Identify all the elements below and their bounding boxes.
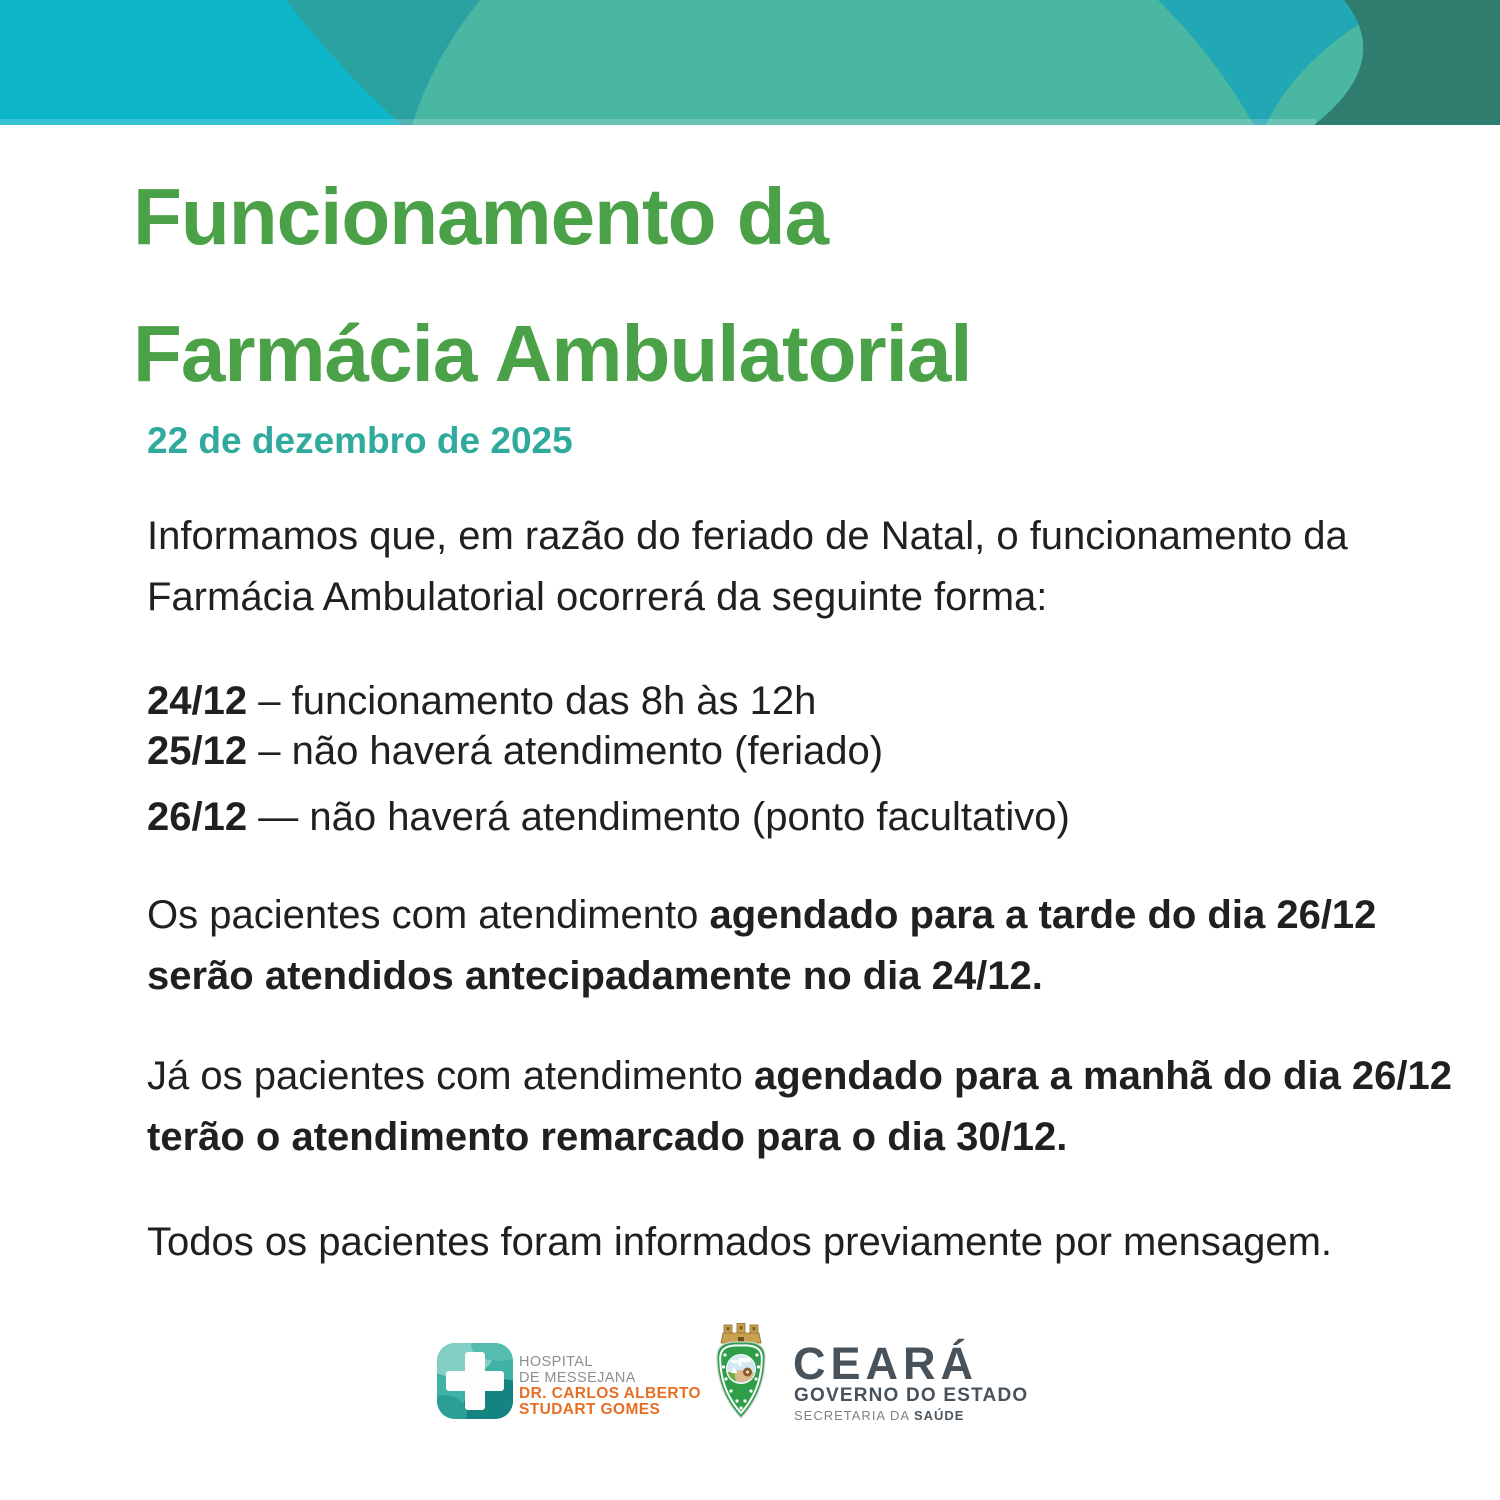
schedule-day: 26/12 (147, 795, 248, 839)
schedule-text: — não haverá atendimento (ponto facultativo) (247, 795, 1070, 839)
hospital-name-line3: DR. CARLOS ALBERTO (519, 1385, 702, 1402)
schedule-item-24-12 (147, 676, 1070, 726)
afternoon-patients-paragraph (147, 885, 1457, 1007)
page-title-line2: Farmácia Ambulatorial (133, 309, 972, 398)
hospital-name-line2: DE MESSEJANA (519, 1369, 636, 1386)
hospital-cross-icon (437, 1343, 513, 1419)
morning-patients-paragraph (147, 1046, 1457, 1168)
holiday-schedule-list (147, 676, 1070, 842)
schedule-day: 25/12 (147, 729, 248, 773)
paragraph-bold-text: agendado para a tarde do dia 26/12 serão atendidos antecipadamente no dia 24/12. (147, 893, 1377, 998)
banner-shapes-graphic (0, 0, 1500, 125)
ceara-wordmark: CEARÁ (793, 1338, 979, 1389)
hospital-name-block (519, 1355, 701, 1417)
paragraph-normal-text: Já os pacientes com atendimento (147, 1054, 755, 1098)
hospital-name-line4: STUDART GOMES (519, 1400, 661, 1418)
ceara-secretaria-label (794, 1408, 964, 1423)
saude-text: SAÚDE (913, 1408, 965, 1423)
schedule-day: 24/12 (147, 679, 248, 723)
paragraph-normal-text: Os pacientes com atendimento (147, 893, 710, 937)
page-title (133, 148, 972, 422)
top-banner (0, 0, 1500, 125)
schedule-text: – funcionamento das 8h às 12h (247, 679, 817, 723)
secretaria-text: SECRETARIA DA (794, 1408, 914, 1423)
publication-date: 22 de dezembro de 2025 (147, 420, 573, 461)
closing-paragraph: Todos os pacientes foram informados previamente por mensagem. (147, 1220, 1333, 1264)
schedule-text: – não haverá atendimento (feriado) (247, 729, 884, 773)
hospital-name-line1: HOSPITAL (519, 1354, 593, 1370)
intro-paragraph: Informamos que, em razão do feriado de Natal, o funcionamento da Farmácia Ambulatorial ocorrerá da seguinte forma: (147, 514, 1348, 619)
ceara-government-label: GOVERNO DO ESTADO (794, 1385, 1029, 1406)
schedule-item-26-12 (147, 792, 1070, 842)
schedule-item-25-12 (147, 726, 1070, 776)
paragraph-bold-text: agendado para a manhã do dia 26/12 terão o atendimento remarcado para o dia 30/12. (147, 1054, 1453, 1159)
ceara-coat-of-arms-icon (710, 1320, 772, 1422)
page-title-line1: Funcionamento da (133, 172, 829, 261)
